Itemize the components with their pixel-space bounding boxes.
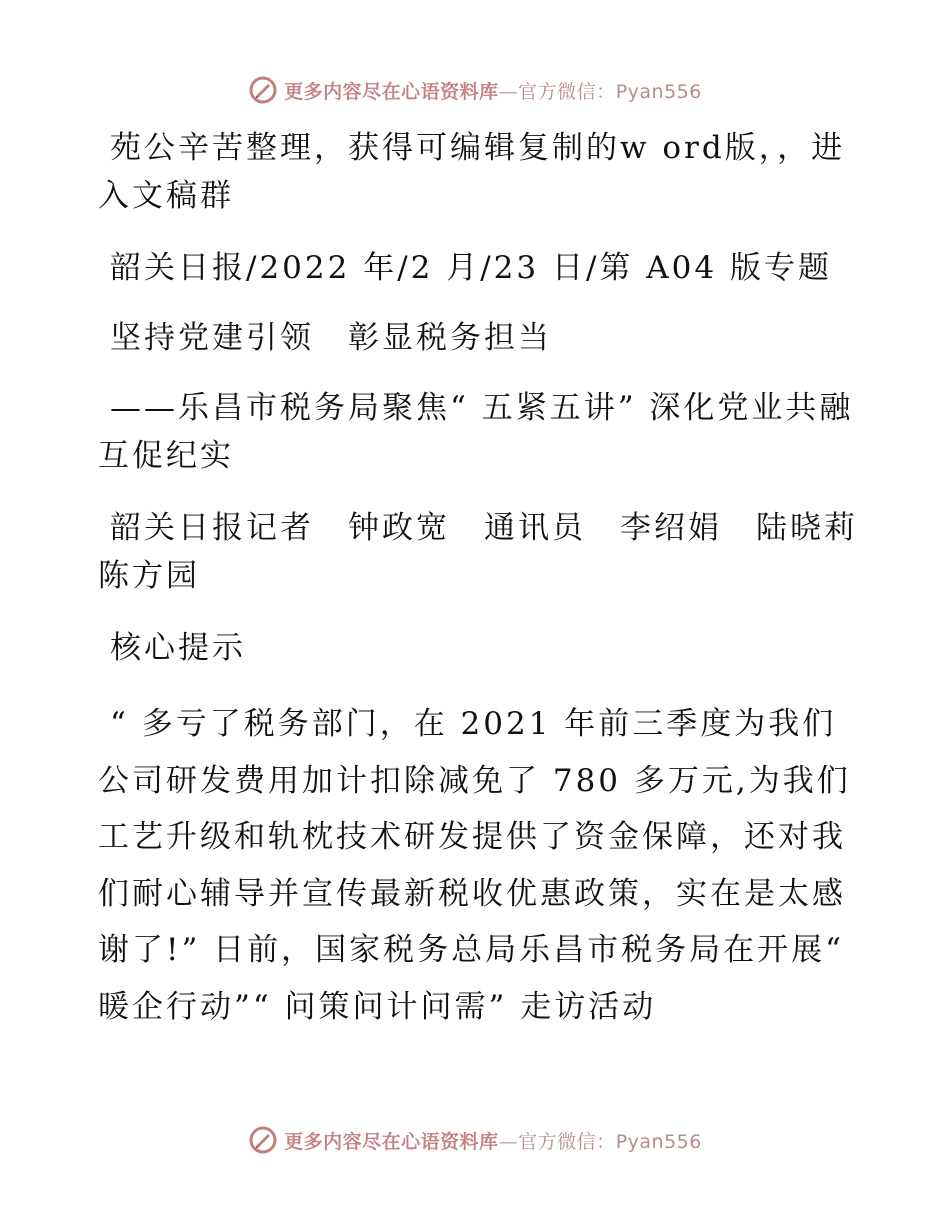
watermark-account: Pyan556 [615, 1130, 702, 1153]
watermark-text [284, 1127, 702, 1154]
watermark-label: 官方微信： [518, 1130, 616, 1153]
watermark-separator: — [498, 80, 519, 103]
pen-circle-logo-icon [248, 1125, 278, 1155]
intro-paragraph: 苑公辛苦整理，获得可编辑复制的w ord版，，进入文稿群 [98, 130, 846, 214]
document-body [98, 124, 892, 1059]
footer-watermark [0, 1120, 950, 1160]
article-subtitle: ——乐昌市税务局聚焦“ 五紧五讲” 深化党业共融互促纪实 [98, 390, 854, 474]
article-title: 坚持党建引领 彰显税务担当 [110, 320, 552, 356]
watermark-separator: — [498, 1130, 519, 1153]
byline: 韶关日报记者 钟政宽 通讯员 李绍娟 陆晓莉 陈方园 [98, 510, 892, 594]
body-paragraph: “ 多亏了税务部门，在 2021 年前三季度为我们公司研发费用加计扣除减免了 780 多万元,为我们工艺升级和轨枕技术研发提供了资金保障，还对我们耐心辅导并宣传最新税收优惠政策，实在是太感谢了!” 日前，国家税务总局乐昌市税务局在开展“ 暖企行动”“ 问策问计问需” 走访活动 [98, 706, 851, 1025]
watermark-prefix: 更多内容尽在心语资料库 [284, 80, 499, 103]
header-watermark [0, 70, 950, 110]
watermark-prefix: 更多内容尽在心语资料库 [284, 1130, 499, 1153]
watermark-label: 官方微信： [518, 80, 616, 103]
watermark-account: Pyan556 [615, 80, 702, 103]
watermark-text [284, 77, 702, 104]
section-heading: 核心提示 [110, 630, 246, 666]
pen-circle-logo-icon [248, 75, 278, 105]
source-line: 韶关日报/2022 年/2 月/23 日/第 A04 版专题 [110, 250, 832, 286]
